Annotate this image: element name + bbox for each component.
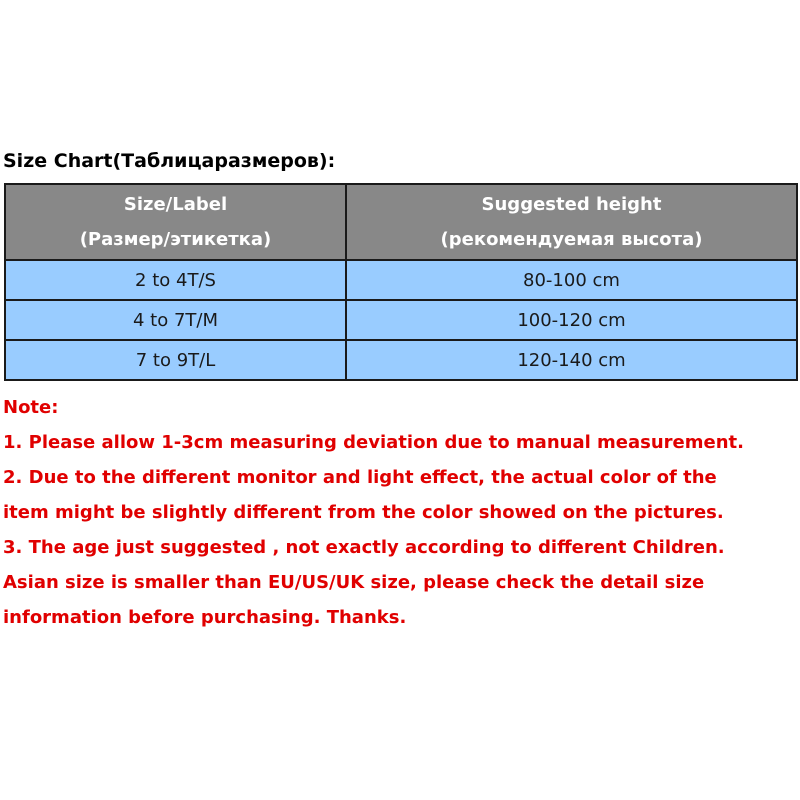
size-cell: 2 to 4T/S (5, 260, 346, 300)
header-suggested-height-en: Suggested height (481, 194, 662, 215)
header-suggested-height-ru: (рекомендуемая высота) (440, 229, 703, 250)
size-chart-title: Size Chart(Таблицаразмеров): (3, 150, 336, 172)
height-cell: 100-120 cm (346, 300, 797, 340)
note-line: 2. Due to the different monitor and light effect, the actual color of the (3, 467, 717, 488)
note-line: information before purchasing. Thanks. (3, 607, 407, 628)
note-line: item might be slightly different from the color showed on the pictures. (3, 502, 724, 523)
header-size-label-ru: (Размер/этикетка) (79, 229, 272, 250)
header-suggested-height (346, 184, 797, 260)
height-cell: 80-100 cm (346, 260, 797, 300)
header-size-label (5, 184, 346, 260)
table-row (5, 300, 797, 340)
table-header-row (5, 184, 797, 260)
table-row (5, 340, 797, 380)
note-line: Asian size is smaller than EU/US/UK size, please check the detail size (3, 572, 705, 593)
notes-heading: Note: (3, 397, 59, 418)
note-line: 1. Please allow 1-3cm measuring deviation due to manual measurement. (3, 432, 744, 453)
note-line: 3. The age just suggested , not exactly according to different Children. (3, 537, 725, 558)
size-chart-table (4, 183, 798, 381)
notes-section (3, 390, 798, 635)
height-cell: 120-140 cm (346, 340, 797, 380)
table-row (5, 260, 797, 300)
header-size-label-en: Size/Label (123, 194, 228, 215)
size-cell: 4 to 7T/M (5, 300, 346, 340)
size-cell: 7 to 9T/L (5, 340, 346, 380)
